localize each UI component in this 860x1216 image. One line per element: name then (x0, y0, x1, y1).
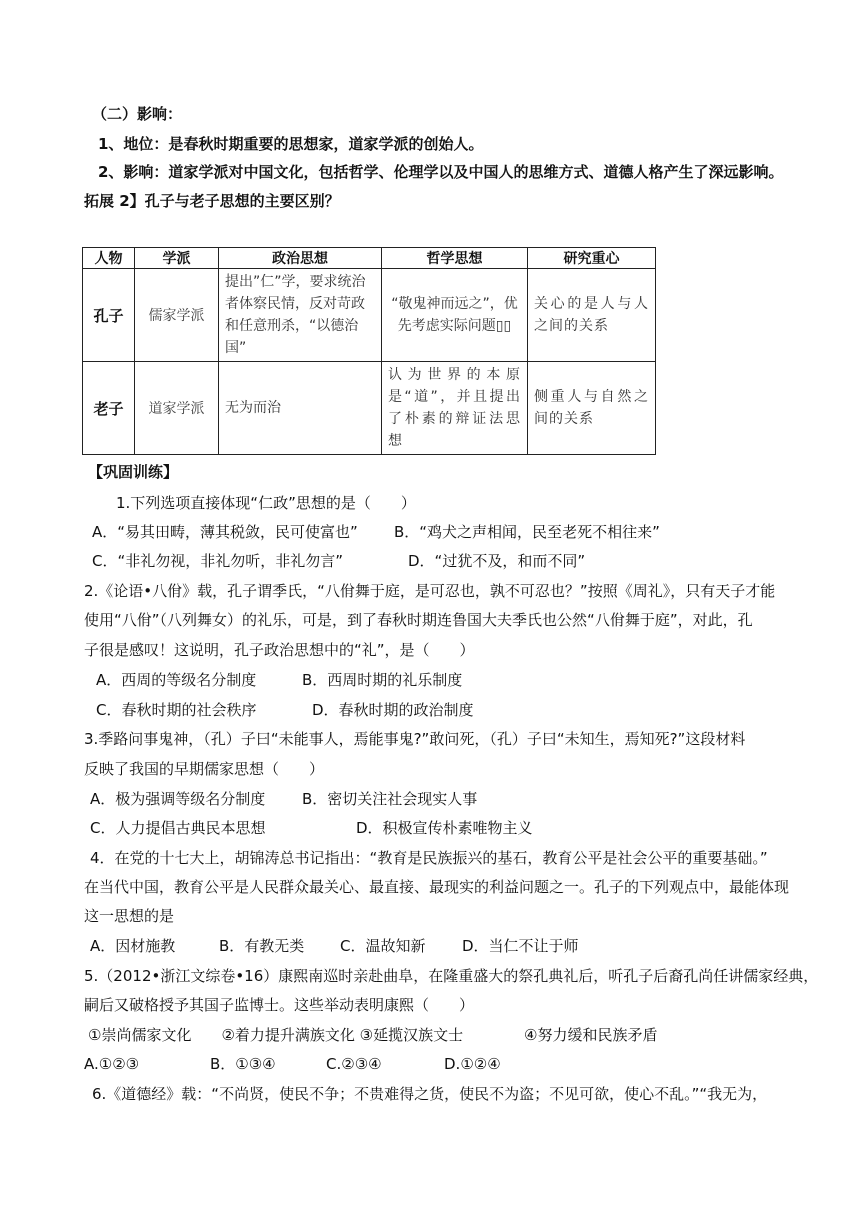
table-row (83, 269, 656, 362)
cell-focus: 关心的是人与人之间的关系 (528, 269, 656, 362)
question-3-stem-line1: 3.季路问事鬼神，（孔）子曰“未能事人，焉能事鬼?”敢问死，（孔）子曰“未知生，焉知死?”这段材料 (84, 730, 746, 748)
section-heading: （二）影响： (92, 105, 183, 123)
question-5-option-d: D.①②④ (444, 1055, 501, 1073)
table-row (83, 362, 656, 455)
question-3-option-d: D．积极宣传朴素唯物主义 (356, 819, 533, 837)
point-status: 1、地位：是春秋时期重要的思想家，道家学派的创始人。 (98, 135, 484, 153)
question-2-option-d: D．春秋时期的政治制度 (312, 701, 474, 719)
practice-title: 【巩固训练】 (88, 463, 179, 481)
question-5-option-b: B．①③④ (210, 1055, 276, 1073)
cell-school: 道家学派 (135, 362, 219, 455)
question-5-stem-line1: 5.（2012•浙江文综卷•16）康熙南巡时亲赴曲阜，在隆重盛大的祭孔典礼后，听孔子后裔孔尚任讲儒家经典， (84, 967, 819, 985)
table-header-row (83, 248, 656, 269)
comparison-table (82, 247, 656, 455)
cell-person: 孔子 (83, 269, 135, 362)
header-focus: 研究重心 (528, 248, 656, 269)
question-2-option-c: C．春秋时期的社会秩序 (96, 701, 257, 719)
question-5-stem-line2: 嗣后又破格授予其国子监博士。这些举动表明康熙（ ） (84, 996, 475, 1014)
header-political: 政治思想 (219, 248, 382, 269)
question-4-option-d: D．当仁不让于师 (462, 937, 579, 955)
header-person: 人物 (83, 248, 135, 269)
question-5-option-a: A.①②③ (84, 1055, 140, 1073)
question-1-option-c: C．“非礼勿视，非礼勿听，非礼勿言” (92, 552, 344, 570)
question-5-option-c: C.②③④ (326, 1055, 382, 1073)
cell-political: 无为而治 (219, 362, 382, 455)
question-5-items-1: ①崇尚儒家文化 ②着力提升满族文化 ③延揽汉族文士 (88, 1026, 464, 1044)
cell-focus: 侧重人与自然之间的关系 (528, 362, 656, 455)
question-6-stem-line1: 6.《道德经》载：“不尚贤，使民不争；不贵难得之货，使民不为盗；不见可欲，使心不乱。”“我无为， (92, 1085, 768, 1103)
question-4-option-a: A．因材施教 (90, 937, 176, 955)
cell-person: 老子 (83, 362, 135, 455)
point-influence: 2、影响：道家学派对中国文化，包括哲学、伦理学以及中国人的思维方式、道德人格产生了深远影响。 (98, 163, 784, 181)
question-4-stem-line1: 4．在党的十七大上，胡锦涛总书记指出：“教育是民族振兴的基石，教育公平是社会公平的重要基础。” (90, 849, 768, 867)
question-4-stem-line3: 这一思想的是 (84, 907, 175, 925)
cell-philosophy: 认为世界的本原是“道”，并且提出了朴素的辩证法思想 (382, 362, 528, 455)
question-2-stem-line2: 使用“八佾”（八列舞女）的礼乐，可是，到了春秋时期连鲁国大夫季氏也公然“八佾舞于庭”，对此，孔 (84, 611, 753, 629)
question-3-option-b: B．密切关注社会现实人事 (302, 790, 478, 808)
question-4-option-c: C．温故知新 (340, 937, 426, 955)
cell-political: 提出”仁”学，要求统治者体察民情，反对苛政和任意刑杀，“以德治国” (219, 269, 382, 362)
question-1-option-d: D．“过犹不及，和而不同” (408, 552, 586, 570)
question-4-option-b: B．有教无类 (219, 937, 305, 955)
question-3-option-c: C．人力提倡古典民本思想 (90, 819, 266, 837)
question-5-items-2: ④努力缓和民族矛盾 (524, 1026, 658, 1044)
header-philosophy: 哲学思想 (382, 248, 528, 269)
question-1-option-b: B．“鸡犬之声相闻，民至老死不相往来” (394, 523, 660, 541)
cell-school: 儒家学派 (135, 269, 219, 362)
extension-question: 拓展 2】孔子与老子思想的主要区别？ (84, 192, 340, 210)
question-2-stem-line3: 子很是感叹！这说明，孔子政治思想中的“礼”，是（ ） (84, 641, 475, 659)
header-school: 学派 (135, 248, 219, 269)
question-3-stem-line2: 反映了我国的早期儒家思想（ ） (84, 760, 325, 778)
question-1-stem: 1.下列选项直接体现“仁政”思想的是（ ） (116, 494, 416, 512)
question-3-option-a: A．极为强调等级名分制度 (90, 790, 266, 808)
question-2-option-a: A．西周的等级名分制度 (96, 671, 257, 689)
question-1-option-a: A．“易其田畴，薄其税敛，民可使富也” (92, 523, 358, 541)
question-2-option-b: B．西周时期的礼乐制度 (302, 671, 463, 689)
question-4-stem-line2: 在当代中国，教育公平是人民群众最关心、最直接、最现实的利益问题之一。孔子的下列观点中，最能体现 (84, 878, 790, 896)
question-2-stem-line1: 2.《论语•八佾》载，孔子谓季氏，“八佾舞于庭，是可忍也，孰不可忍也？”按照《周礼》，只有天子才能 (84, 582, 776, 600)
cell-philosophy: “敬鬼神而远之”，优先考虑实际问题▯▯ (382, 269, 528, 362)
